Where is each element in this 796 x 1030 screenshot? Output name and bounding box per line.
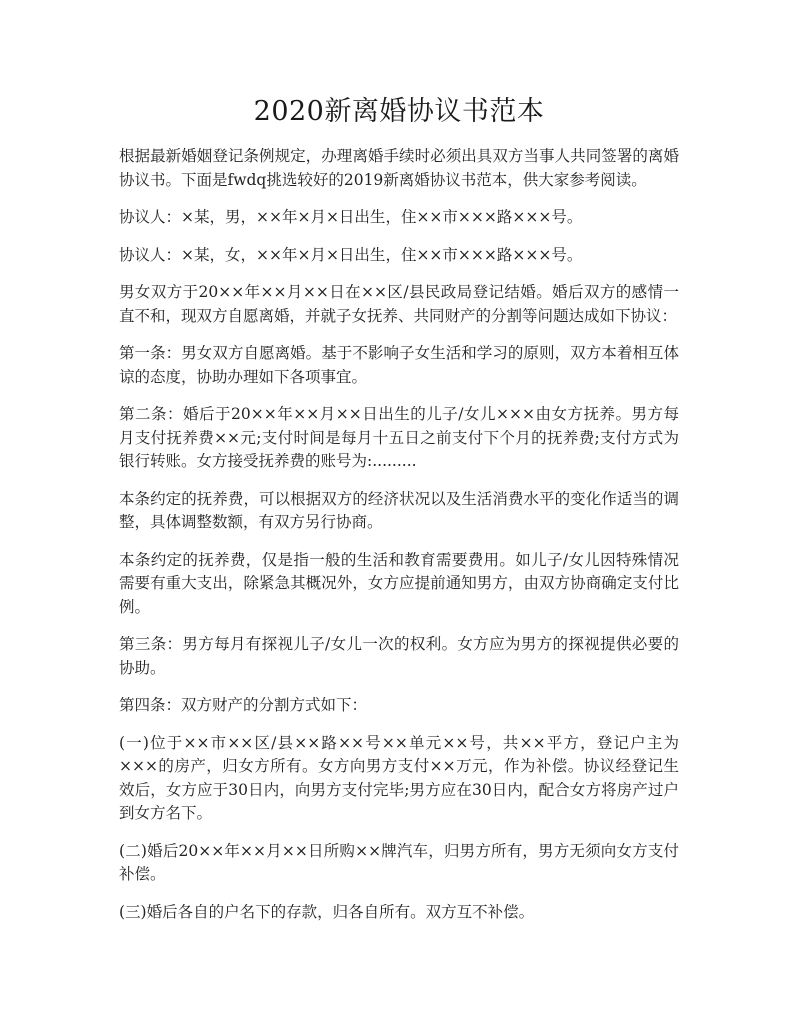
property-house-paragraph: (一)位于××市××区/县××路××号××单元××号，共××平方，登记户主为×××的房产，归女方所有。女方向男方支付××万元，作为补偿。协议经登记生效后，女方应于30日内，向男方支付完毕;男方应在30日内，配合女方将房产过户到女方名下。	[119, 733, 679, 822]
party-male-paragraph: 协议人：×某，男，××年×月×日出生，住××市×××路×××号。	[119, 208, 583, 226]
article-1-paragraph: 第一条：男女双方自愿离婚。基于不影响子女生活和学习的原则，双方本着相互体谅的态度，协助办理如下各项事宜。	[119, 344, 679, 386]
intro-paragraph: 根据最新婚姻登记条例规定，办理离婚手续时必须出具双方当事人共同签署的离婚协议书。下面是fwdq挑选较好的2019新离婚协议书范本，供大家参考阅读。	[119, 147, 679, 189]
support-adjustment-paragraph: 本条约定的抚养费，可以根据双方的经济状况以及生活消费水平的变化作适当的调整，具体调整数额，有双方另行协商。	[119, 489, 679, 531]
support-scope-paragraph: 本条约定的抚养费，仅是指一般的生活和教育需要费用。如儿子/女儿因特殊情况需要有重大支出，除紧急其概况外，女方应提前通知男方，由双方协商确定支付比例。	[119, 550, 679, 616]
page-title: 2020新离婚协议书范本	[253, 96, 545, 127]
marriage-background-paragraph: 男女双方于20××年××月××日在××区/县民政局登记结婚。婚后双方的感情一直不和，现双方自愿离婚，并就子女抚养、共同财产的分割等问题达成如下协议：	[119, 283, 679, 325]
property-car-paragraph: (二)婚后20××年××月××日所购××牌汽车，归男方所有，男方无须向女方支付补偿。	[119, 841, 679, 883]
party-female-paragraph: 协议人：×某，女，××年×月×日出生，住××市×××路×××号。	[119, 245, 583, 264]
property-deposit-paragraph: (三)婚后各自的户名下的存款，归各自所有。双方互不补偿。	[119, 902, 535, 921]
article-3-paragraph: 第三条：男方每月有探视儿子/女儿一次的权利。女方应为男方的探视提供必要的协助。	[119, 635, 679, 677]
article-2-paragraph: 第二条：婚后于20××年××月××日出生的儿子/女儿×××由女方抚养。男方每月支付抚养费××元;支付时间是每月十五日之前支付下个月的抚养费;支付方式为银行转账。女方接受抚养费的账号为:.........	[119, 405, 679, 470]
article-4-paragraph: 第四条：双方财产的分割方式如下：	[119, 696, 368, 714]
